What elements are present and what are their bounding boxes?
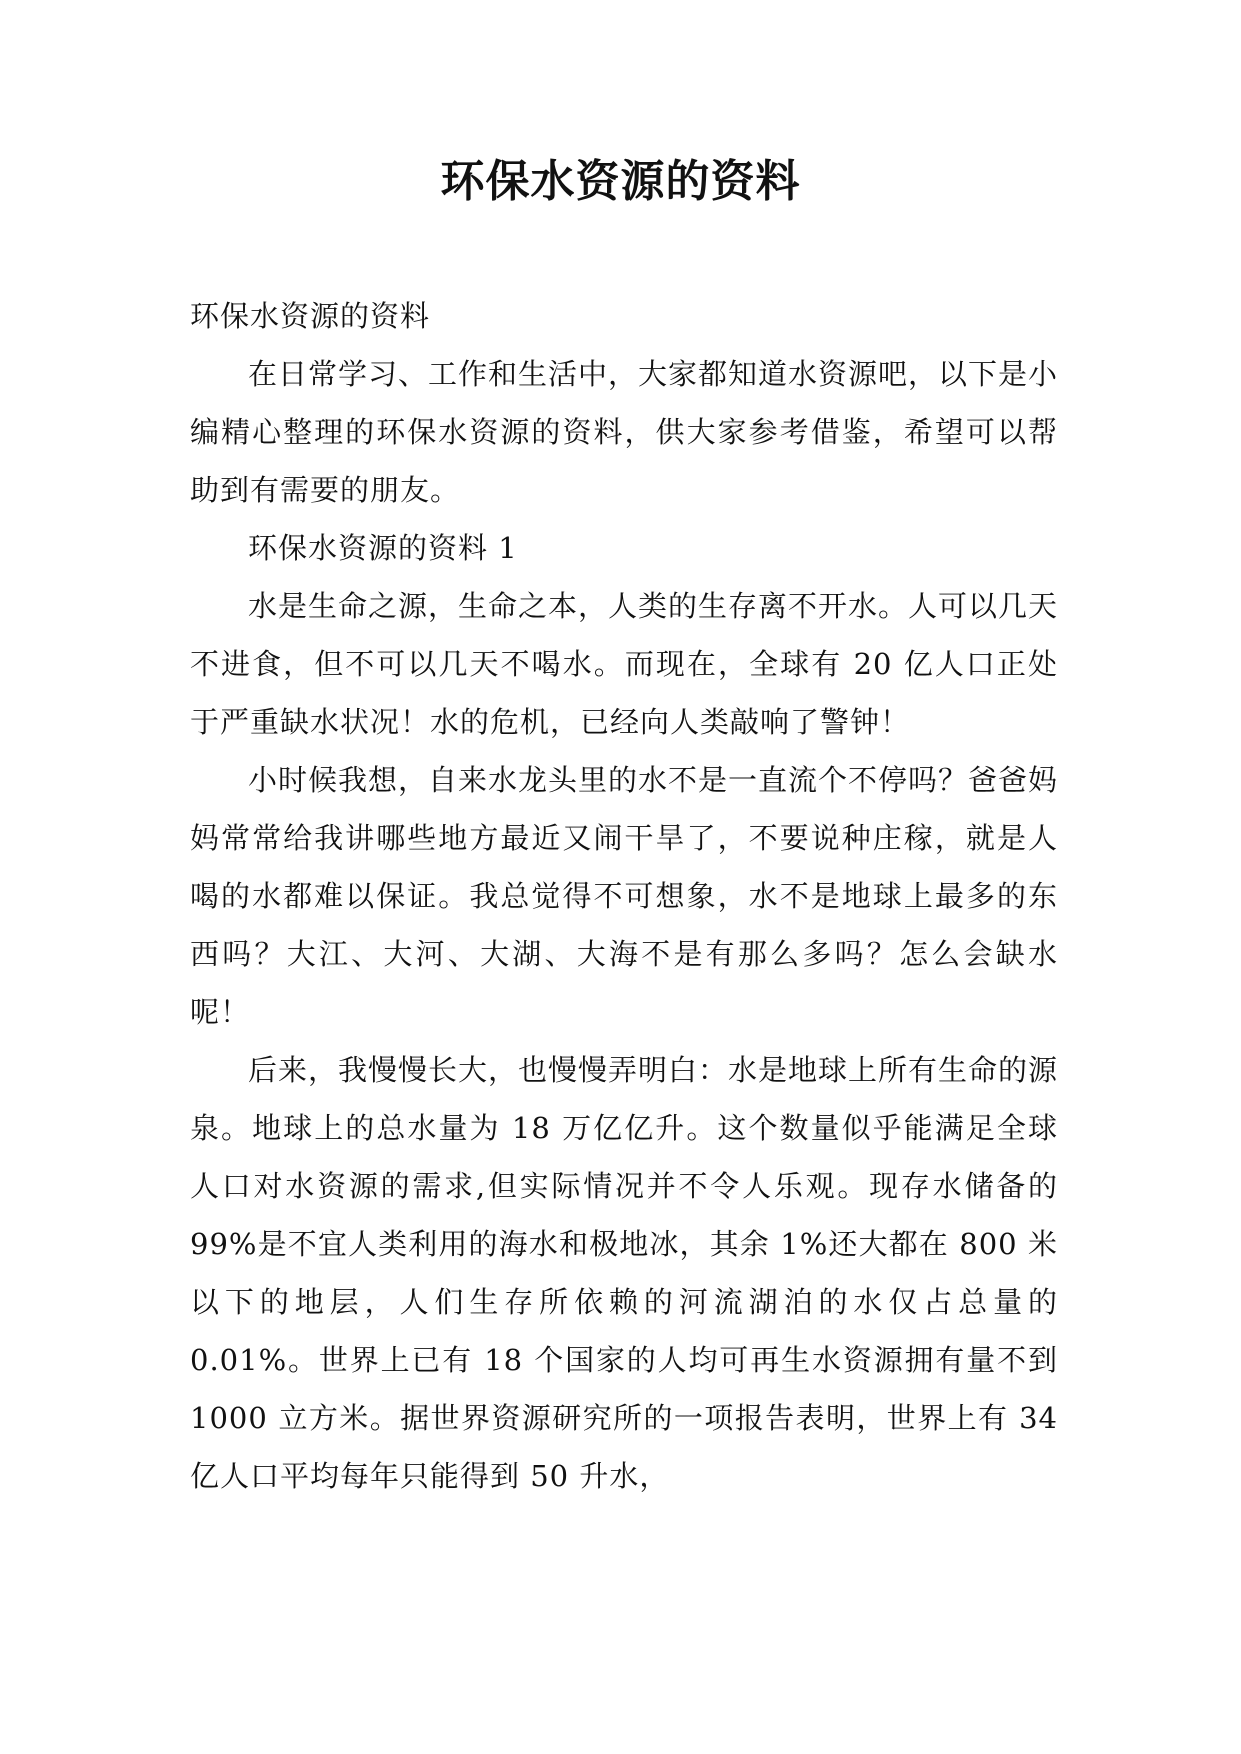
paragraph-subtitle: 环保水资源的资料 (190, 299, 431, 333)
document-body (190, 287, 1058, 1505)
paragraph-intro: 在日常学习、工作和生活中，大家都知道水资源吧，以下是小编精心整理的环保水资源的资料，供大家参考借鉴，希望可以帮助到有需要的朋友。 (190, 357, 1059, 507)
document-title: 环保水资源的资料 (440, 156, 801, 207)
paragraph: 小时候我想，自来水龙头里的水不是一直流个不停吗？爸爸妈妈常常给我讲哪些地方最近又闹干旱了，不要说种庄稼，就是人喝的水都难以保证。我总觉得不可想象，水不是地球上最多的东西吗？大江、大河、大湖、大海不是有那么多吗？怎么会缺水呢！ (190, 763, 1059, 1029)
paragraph: 后来，我慢慢长大，也慢慢弄明白：水是地球上所有生命的源泉。地球上的总水量为 18 万亿亿升。这个数量似乎能满足全球人口对水资源的需求,但实际情况并不令人乐观。现存水储备的 99%是不宜人类利用的海水和极地冰，其余 1%还大都在 800 米以下的地层，人们生存所依赖的河流湖泊的水仅占总量的 0.01%。世界上已有 18 个国家的人均可再生水资源拥有量不到 1000 立方米。据世界资源研究所的一项报告表明，世界上有 34 亿人口平均每年只能得到 50 升水， (190, 1053, 1059, 1493)
paragraph: 水是生命之源，生命之本，人类的生存离不开水。人可以几天不进食，但不可以几天不喝水。而现在，全球有 20 亿人口正处于严重缺水状况！水的危机，已经向人类敲响了警钟！ (190, 589, 1059, 739)
paragraph-section-heading: 环保水资源的资料 1 (248, 531, 518, 565)
